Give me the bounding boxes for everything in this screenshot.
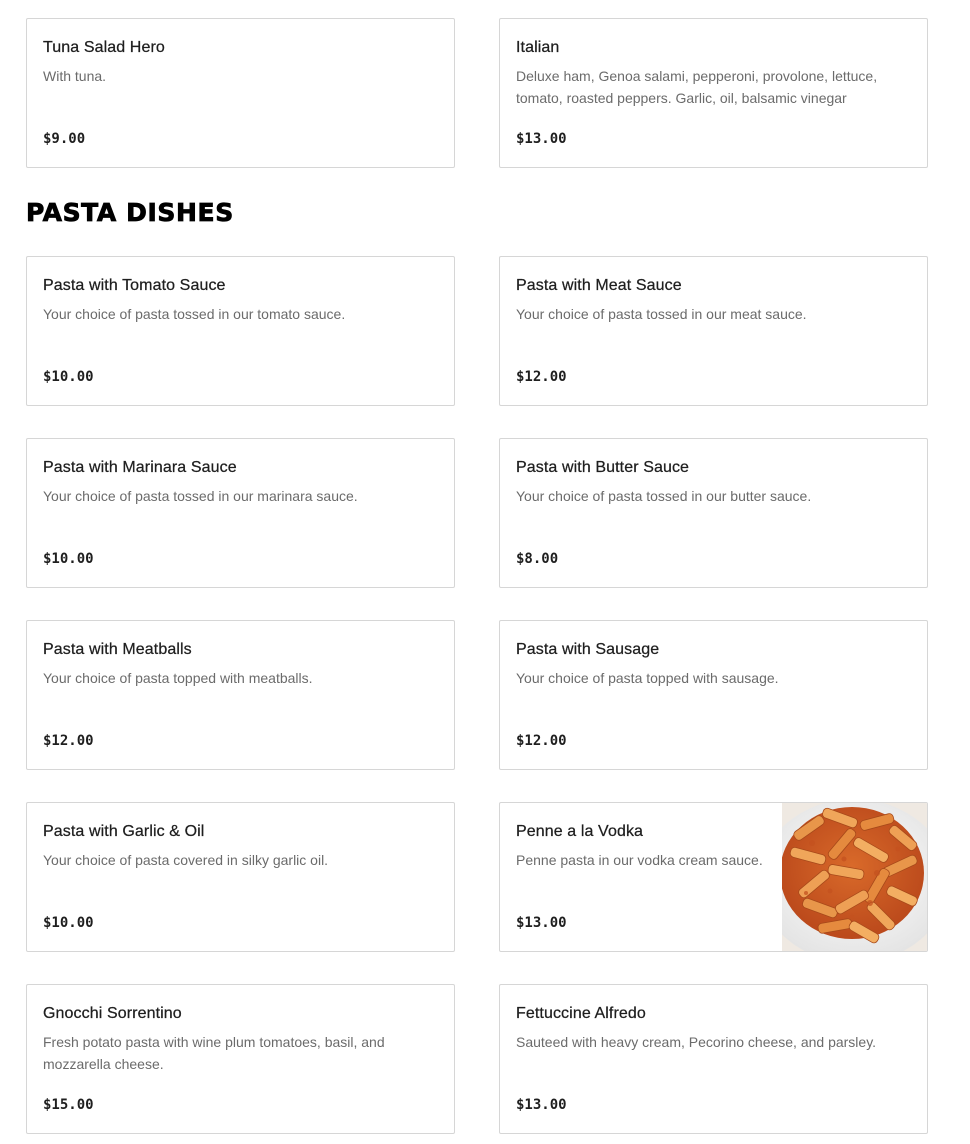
menu-item-card[interactable] (499, 18, 928, 168)
item-name: Pasta with Meat Sauce (516, 277, 682, 294)
item-description: Your choice of pasta tossed in our meat sauce. (516, 306, 807, 322)
item-price: $13.00 (516, 1097, 567, 1113)
menu-item-card[interactable] (26, 256, 455, 406)
menu-item-card[interactable] (499, 802, 928, 952)
item-price: $12.00 (516, 733, 567, 749)
item-description: Your choice of pasta tossed in our tomato sauce. (43, 306, 346, 322)
section-title: PASTA DISHES (26, 198, 234, 227)
menu-item-card[interactable] (26, 802, 455, 952)
item-description: Deluxe ham, Genoa salami, pepperoni, provolone, lettuce, tomato, roasted peppers. Garlic, oil, balsamic vinegar (516, 68, 878, 106)
menu-item-card[interactable] (499, 620, 928, 770)
item-name: Pasta with Tomato Sauce (43, 277, 226, 294)
item-price: $10.00 (43, 915, 94, 931)
menu-item-card[interactable] (26, 438, 455, 588)
item-name: Fettuccine Alfredo (516, 1005, 646, 1022)
item-name: Pasta with Meatballs (43, 641, 192, 658)
item-price: $12.00 (516, 369, 567, 385)
item-description: Your choice of pasta topped with sausage. (516, 670, 779, 686)
item-description: Your choice of pasta topped with meatballs. (43, 670, 313, 686)
item-price: $9.00 (43, 131, 86, 147)
item-price: $10.00 (43, 551, 94, 567)
item-description: Your choice of pasta covered in silky garlic oil. (43, 852, 329, 868)
item-price: $13.00 (516, 131, 567, 147)
item-name: Gnocchi Sorrentino (43, 1005, 182, 1022)
item-price: $10.00 (43, 369, 94, 385)
item-description: Fresh potato pasta with wine plum tomatoes, basil, and mozzarella cheese. (43, 1034, 385, 1072)
item-name: Pasta with Sausage (516, 641, 660, 658)
item-name: Pasta with Marinara Sauce (43, 459, 237, 476)
item-description: Penne pasta in our vodka cream sauce. (516, 852, 763, 868)
penne-vodka-photo (782, 803, 927, 951)
item-name: Tuna Salad Hero (43, 39, 165, 56)
item-description: Sauteed with heavy cream, Pecorino cheese, and parsley. (516, 1034, 877, 1050)
menu-item-card[interactable] (26, 18, 455, 168)
menu-item-card[interactable] (499, 984, 928, 1134)
item-name: Pasta with Butter Sauce (516, 459, 690, 476)
item-description: With tuna. (43, 68, 107, 84)
item-description: Your choice of pasta tossed in our butter sauce. (516, 488, 812, 504)
item-name: Italian (516, 39, 560, 56)
menu-item-card[interactable] (26, 620, 455, 770)
menu-item-card[interactable] (26, 984, 455, 1134)
item-name: Penne a la Vodka (516, 823, 644, 840)
item-price: $12.00 (43, 733, 94, 749)
item-description: Your choice of pasta tossed in our marinara sauce. (43, 488, 358, 504)
penne-vodka-photo-image (782, 803, 927, 951)
menu-item-card[interactable] (499, 256, 928, 406)
item-price: $15.00 (43, 1097, 94, 1113)
item-price: $13.00 (516, 915, 567, 931)
item-name: Pasta with Garlic & Oil (43, 823, 205, 840)
menu-item-card[interactable] (499, 438, 928, 588)
item-price: $8.00 (516, 551, 559, 567)
